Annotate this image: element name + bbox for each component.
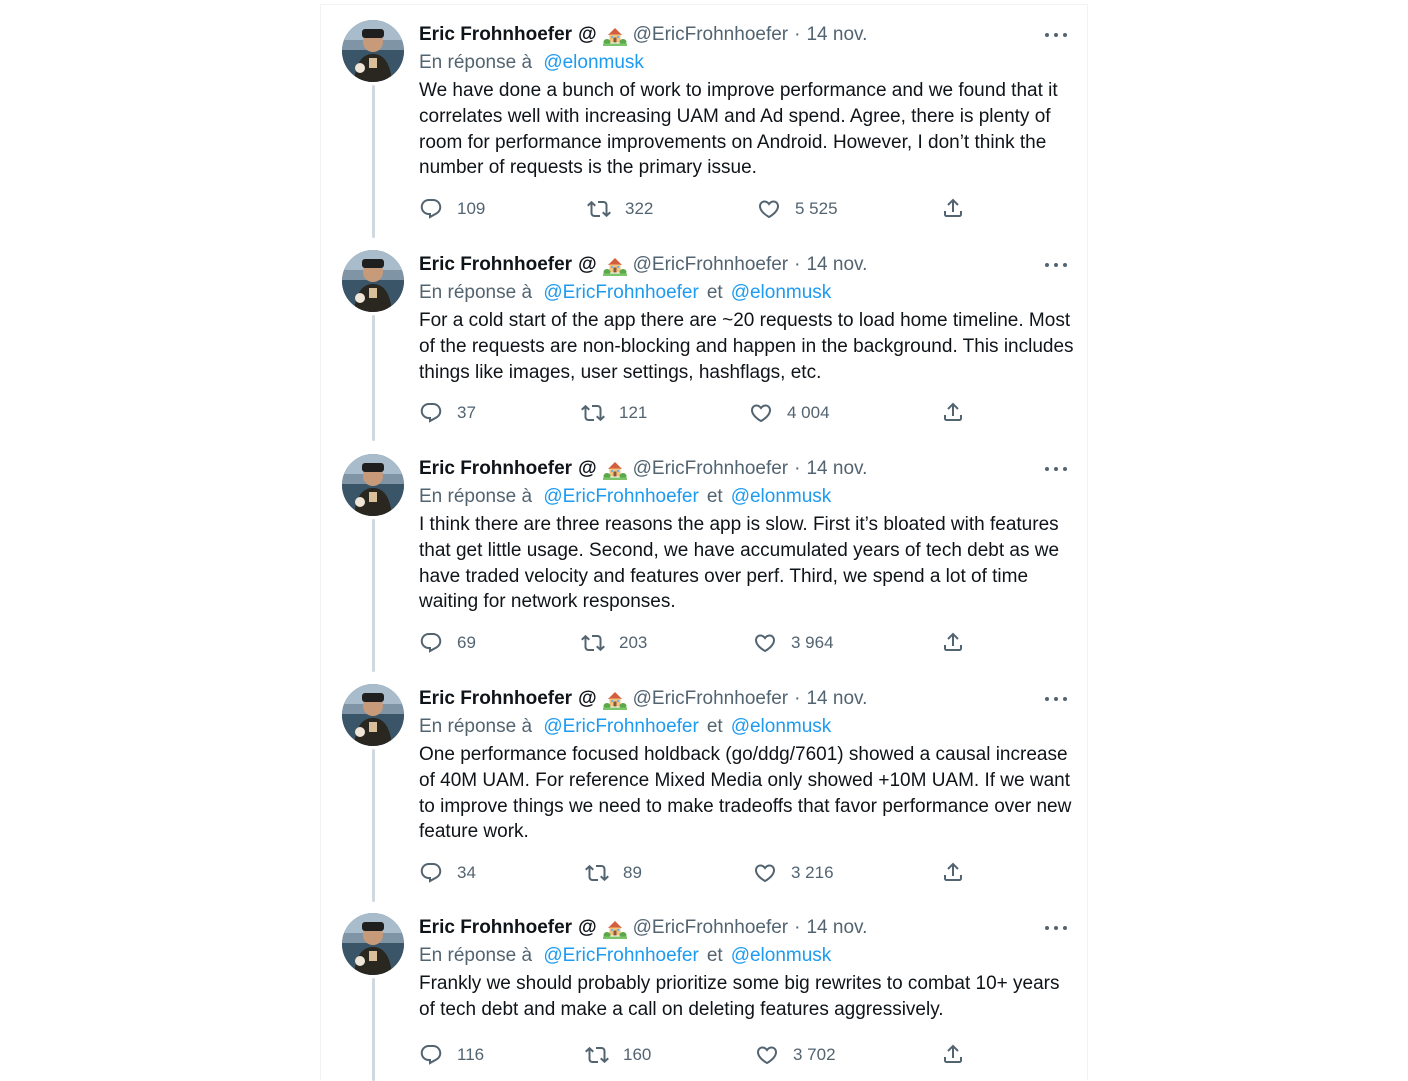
at-symbol: @ [578,254,597,275]
share-icon[interactable] [941,630,965,654]
tweet-4[interactable] [321,669,1087,898]
like-button[interactable] [753,630,834,656]
tweet-3[interactable] [321,439,1087,669]
mention-link[interactable]: @elonmusk [730,486,832,507]
reply-conjunction: et [706,282,723,303]
heart-icon [755,1043,779,1067]
more-icon[interactable] [1045,919,1067,937]
like-button[interactable] [749,400,830,426]
reply-button[interactable] [419,860,476,886]
reply-context [419,50,644,76]
tweet-header [419,915,867,941]
at-symbol: @ [578,458,597,479]
retweet-count: 322 [625,199,654,218]
retweet-count: 121 [619,403,648,422]
tweet-text: I think there are three reasons the app is slow. First it’s bloated with features that get little usage. Second, we have accumulated years of tech debt as we have traded velocity and features over perf. Third, we spend a lot of time waiting for network responses. [419,514,1060,613]
date-separator: · [794,24,801,45]
reply-count: 34 [457,863,476,882]
reply-button[interactable] [419,1042,484,1068]
reply-icon [419,197,443,221]
avatar-photo [342,454,404,516]
date-separator: · [794,254,801,275]
more-icon[interactable] [1045,26,1067,44]
avatar-photo [342,684,404,746]
reply-prefix: En réponse à [419,945,533,966]
avatar[interactable] [342,250,404,312]
house-with-garden-icon [603,24,627,46]
author-handle[interactable]: @EricFrohnhoefer [632,688,789,709]
heart-icon [753,861,777,885]
mention-link[interactable]: @elonmusk [730,945,832,966]
like-button[interactable] [755,1042,836,1068]
more-icon[interactable] [1045,690,1067,708]
retweet-icon [585,1043,609,1067]
tweet-date[interactable]: 14 nov. [806,917,868,938]
retweet-button[interactable] [585,860,642,886]
thread-connector [372,85,375,238]
retweet-icon [587,197,611,221]
mention-link[interactable]: @elonmusk [730,282,832,303]
tweet-header [419,22,867,48]
reply-context [419,280,831,306]
tweet-date[interactable]: 14 nov. [806,24,868,45]
author-handle[interactable]: @EricFrohnhoefer [632,254,789,275]
thread-connector [372,519,375,672]
like-count: 3 702 [793,1045,836,1064]
avatar[interactable] [342,684,404,746]
share-icon[interactable] [941,400,965,424]
like-button[interactable] [757,196,838,222]
avatar-photo [342,20,404,82]
house-with-garden-icon [603,254,627,276]
reply-conjunction: et [706,486,723,507]
retweet-count: 89 [623,863,642,882]
author-handle[interactable]: @EricFrohnhoefer [632,458,789,479]
tweet-5[interactable] [321,898,1087,1081]
tweet-date[interactable]: 14 nov. [806,688,868,709]
house-with-garden-icon [603,917,627,939]
date-separator: · [794,917,801,938]
avatar-photo [342,913,404,975]
house-with-garden-icon [603,458,627,480]
author-name[interactable]: Eric Frohnhoefer [419,688,573,709]
tweet-actions [419,400,979,426]
tweet-actions [419,196,979,222]
tweet-actions [419,630,979,656]
reply-mentions [537,282,831,303]
reply-mentions [537,486,831,507]
tweet-header [419,686,867,712]
avatar[interactable] [342,20,404,82]
mention-link[interactable]: @EricFrohnhoefer [543,486,699,507]
reply-prefix: En réponse à [419,282,533,303]
like-count: 5 525 [795,199,838,218]
house-with-garden-icon [603,688,627,710]
author-name[interactable]: Eric Frohnhoefer [419,24,573,45]
tweet-text: We have done a bunch of work to improve performance and we found that it correlates well with increasing UAM and Ad spend. Agree, there is plenty of room for performance improvements on Android. However, I don’t think the number of requests is the primary issue. [419,80,1058,179]
tweet-1[interactable] [321,5,1087,235]
reply-icon [419,1043,443,1067]
more-icon[interactable] [1045,256,1067,274]
reply-mentions [537,716,831,737]
mention-link[interactable]: @EricFrohnhoefer [543,716,699,737]
author-name[interactable]: Eric Frohnhoefer [419,458,573,479]
thread-connector [372,749,375,902]
thread-connector [372,315,375,441]
retweet-count: 160 [623,1045,652,1064]
tweet-text: Frankly we should probably prioritize some big rewrites to combat 10+ years of tech debt and make a call on deleting features aggressively. [419,973,1060,1020]
avatar-photo [342,250,404,312]
reply-context [419,714,831,740]
reply-icon [419,631,443,655]
retweet-icon [581,401,605,425]
reply-count: 69 [457,633,476,652]
retweet-icon [581,631,605,655]
heart-icon [753,631,777,655]
reply-prefix: En réponse à [419,486,533,507]
tweet-actions [419,860,979,886]
reply-context [419,484,831,510]
mention-link[interactable]: @elonmusk [730,716,832,737]
date-separator: · [794,688,801,709]
heart-icon [757,197,781,221]
avatar[interactable] [342,454,404,516]
date-separator: · [794,458,801,479]
retweet-count: 203 [619,633,648,652]
reply-count: 109 [457,199,486,218]
like-count: 3 216 [791,863,834,882]
heart-icon [749,401,773,425]
reply-prefix: En réponse à [419,52,533,73]
tweet-2[interactable] [321,235,1087,439]
reply-button[interactable] [419,630,476,656]
retweet-button[interactable] [587,196,653,222]
share-icon[interactable] [941,1042,965,1066]
tweet-text: For a cold start of the app there are ~20 requests to load home timeline. Most of the requests are non-blocking and happen in the background. This includes things like images, user settings, hashflags, etc. [419,310,1074,383]
retweet-icon [585,861,609,885]
mention-link[interactable]: @elonmusk [543,52,644,73]
tweet-date[interactable]: 14 nov. [806,458,868,479]
share-icon[interactable] [941,860,965,884]
avatar[interactable] [342,913,404,975]
at-symbol: @ [578,24,597,45]
reply-prefix: En réponse à [419,716,533,737]
mention-link[interactable]: @EricFrohnhoefer [543,282,699,303]
like-button[interactable] [753,860,834,886]
share-icon[interactable] [941,196,965,220]
retweet-button[interactable] [581,630,647,656]
reply-icon [419,401,443,425]
tweet-date[interactable]: 14 nov. [806,254,868,275]
author-name[interactable]: Eric Frohnhoefer [419,254,573,275]
tweet-actions [419,1042,979,1068]
tweet-text: One performance focused holdback (go/ddg/7601) showed a causal increase of 40M UAM. For reference Mixed Media only showed +10M UAM. If we want to improve things we need to make tradeoffs that favor performance over new feature work. [419,744,1072,843]
tweet-header [419,456,867,482]
more-icon[interactable] [1045,460,1067,478]
tweet-thread [320,4,1088,1080]
retweet-button[interactable] [585,1042,651,1068]
reply-conjunction: et [706,945,723,966]
reply-mentions [537,52,644,73]
reply-button[interactable] [419,196,485,222]
reply-mentions [537,945,831,966]
at-symbol: @ [578,917,597,938]
author-handle[interactable]: @EricFrohnhoefer [632,24,789,45]
like-count: 4 004 [787,403,830,422]
reply-count: 116 [457,1045,485,1064]
author-handle[interactable]: @EricFrohnhoefer [632,917,789,938]
like-count: 3 964 [791,633,834,652]
retweet-button[interactable] [581,400,647,426]
mention-link[interactable]: @EricFrohnhoefer [543,945,699,966]
reply-conjunction: et [706,716,723,737]
thread-connector [372,978,375,1081]
reply-icon [419,861,443,885]
reply-count: 37 [457,403,476,422]
author-name[interactable]: Eric Frohnhoefer [419,917,573,938]
tweet-header [419,252,867,278]
reply-context [419,943,831,969]
reply-button[interactable] [419,400,476,426]
at-symbol: @ [578,688,597,709]
